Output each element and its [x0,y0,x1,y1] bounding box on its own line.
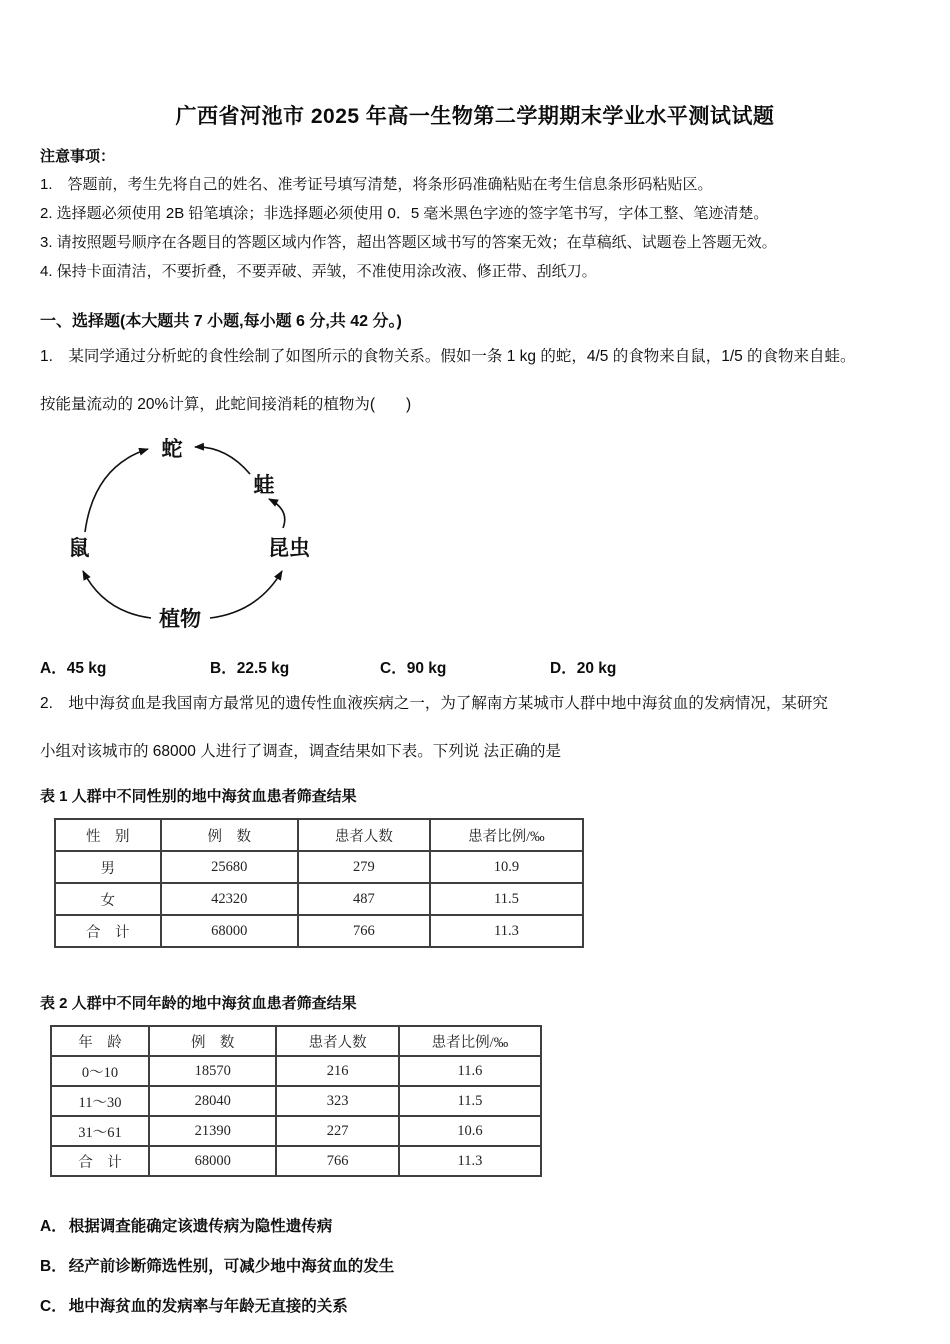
table-row [55,883,583,915]
edge-plant-to-insect [210,571,282,618]
option-key: C． [40,1298,67,1315]
question-2-option-c [40,1287,910,1327]
question-1-text-line-1: 1. 某同学通过分析蛇的食性绘制了如图所示的食物关系。假如一条 1 kg 的蛇，4/5 的食物来自鼠，1/5 的食物来自蛙。 [40,348,856,365]
cell: 42320 [161,883,298,915]
cell: 合 计 [51,1146,149,1176]
table-1-gender-screening [54,818,584,948]
cell: 216 [276,1056,399,1086]
table-row [51,1146,541,1176]
table-2-header-ratio: 患者比例/‰ [399,1026,541,1056]
notice-heading: 注意事项： [40,148,116,165]
table-row [51,1116,541,1146]
table-row [51,1056,541,1086]
table-1-header-patients: 患者人数 [298,819,430,851]
notice-section [40,144,910,286]
cell: 766 [276,1146,399,1176]
table-1-header-gender: 性 别 [55,819,161,851]
cell: 男 [55,851,161,883]
table-2-header-cases: 例 数 [149,1026,276,1056]
node-frog: 蛙 [253,474,275,497]
cell: 323 [276,1086,399,1116]
option-key: D． [550,660,577,677]
option-key: A． [40,660,67,677]
option-text: 90 kg [406,660,447,677]
cell: 68000 [149,1146,276,1176]
question-2-options [40,1207,910,1327]
cell: 女 [55,883,161,915]
table-2-header-age: 年 龄 [51,1026,149,1056]
question-2-option-b [40,1247,910,1287]
cell: 11.3 [399,1146,541,1176]
question-2-text-line-1: 2. 地中海贫血是我国南方最常见的遗传性血液疾病之一，为了解南方某城市人群中地中海贫血的发病情况，某研究 [40,695,828,712]
option-text: 45 kg [66,660,107,677]
option-key: A． [40,1218,67,1235]
table-1-caption: 表 1 人群中不同性别的地中海贫血患者筛查结果 [40,788,357,805]
cell: 11.5 [399,1086,541,1116]
cell: 21390 [149,1116,276,1146]
node-insect: 昆虫 [268,537,310,560]
notice-item-4: 4. 保持卡面清洁，不要折叠，不要弄破、弄皱，不准使用涂改液、修正带、刮纸刀。 [40,263,597,280]
option-text: 20 kg [576,660,617,677]
edge-rat-to-snake [85,449,148,532]
cell: 28040 [149,1086,276,1116]
cell: 11.6 [399,1056,541,1086]
cell: 11.3 [430,915,583,947]
edge-plant-to-rat [83,571,151,618]
table-2-age-screening [50,1025,542,1177]
food-web-diagram [52,422,362,654]
table-2-header-row [51,1026,541,1056]
node-snake: 蛇 [161,438,183,461]
question-1-option-d [550,656,616,678]
notice-item-2: 2. 选择题必须使用 2B 铅笔填涂；非选择题必须使用 0．5 毫米黑色字迹的签字笔书写，字体工整、笔迹清楚。 [40,205,769,222]
question-1-option-b [210,656,380,678]
option-text: 22.5 kg [236,660,290,677]
cell: 11.5 [430,883,583,915]
option-key: B． [40,1258,67,1275]
cell: 0～10 [51,1056,149,1086]
node-rat: 鼠 [68,537,90,560]
cell: 31～61 [51,1116,149,1146]
page-title: 广西省河池市 2025 年高一生物第二学期期末学业水平测试试题 [175,105,775,128]
cell: 487 [298,883,430,915]
cell: 227 [276,1116,399,1146]
option-text: 地中海贫血的发病率与年龄无直接的关系 [68,1298,348,1315]
question-2-text-line-2: 小组对该城市的 68000 人进行了调查，调查结果如下表。下列说 法正确的是 [40,743,562,760]
cell: 10.9 [430,851,583,883]
option-text: 根据调查能确定该遗传病为隐性遗传病 [68,1218,333,1235]
table-row [55,915,583,947]
question-1-text-line-2: 按能量流动的 20%计算，此蛇间接消耗的植物为( ) [40,396,412,413]
cell: 10.6 [399,1116,541,1146]
cell: 11～30 [51,1086,149,1116]
question-1-option-c [380,656,550,678]
cell: 68000 [161,915,298,947]
table-1-header-row [55,819,583,851]
notice-item-3: 3. 请按照题号顺序在各题目的答题区域内作答，超出答题区域书写的答案无效；在草稿纸、试题卷上答题无效。 [40,234,777,251]
question-2 [40,691,910,1327]
table-2-caption: 表 2 人群中不同年龄的地中海贫血患者筛查结果 [40,995,357,1012]
notice-item-1: 1. 答题前，考生先将自己的姓名、准考证号填写清楚，将条形码准确粘贴在考生信息条形码粘贴区。 [40,176,713,193]
cell: 18570 [149,1056,276,1086]
table-1-header-ratio: 患者比例/‰ [430,819,583,851]
option-key: B． [210,660,237,677]
section-1-heading: 一、选择题(本大题共 7 小题,每小题 6 分,共 42 分。) [40,313,402,330]
cell: 766 [298,915,430,947]
question-1-options [40,656,910,678]
table-2-header-patients: 患者人数 [276,1026,399,1056]
table-1-header-cases: 例 数 [161,819,298,851]
option-key: C． [380,660,407,677]
cell: 合 计 [55,915,161,947]
edge-frog-to-snake [195,447,250,474]
question-2-option-a [40,1207,910,1247]
node-plant: 植物 [159,608,201,631]
question-1 [40,344,910,678]
cell: 279 [298,851,430,883]
table-row [51,1086,541,1116]
option-text: 经产前诊断筛选性别，可减少地中海贫血的发生 [68,1258,395,1275]
edge-insect-to-frog [269,499,285,528]
question-1-option-a [40,656,210,678]
cell: 25680 [161,851,298,883]
table-row [55,851,583,883]
